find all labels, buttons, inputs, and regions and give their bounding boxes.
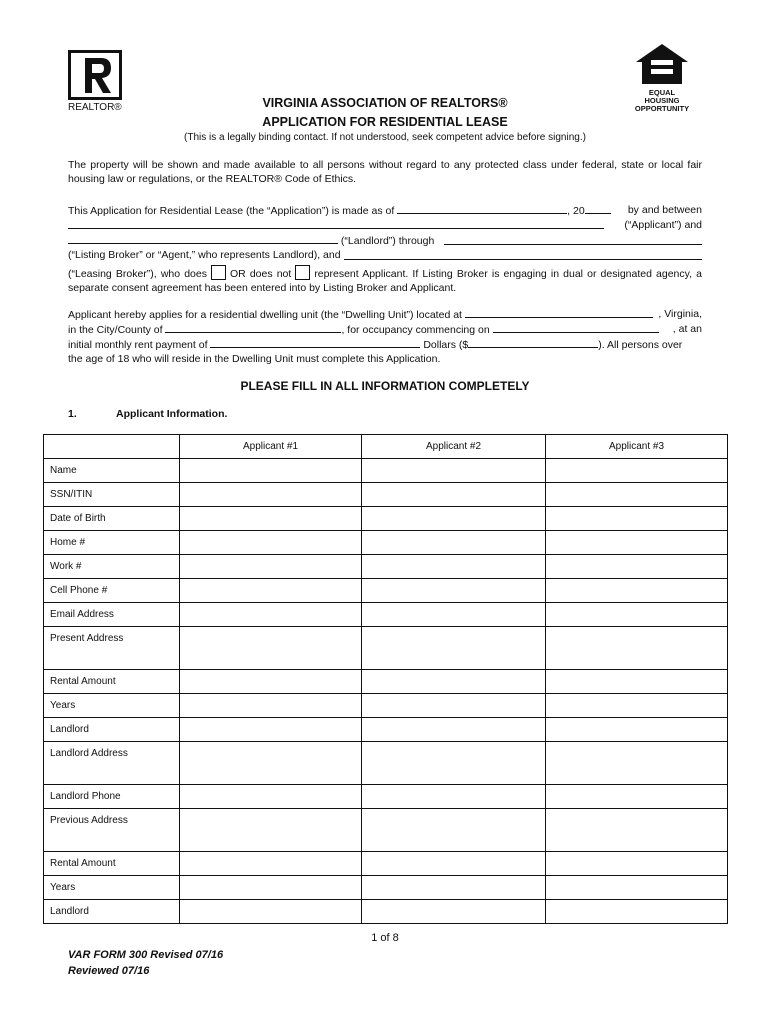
- row-label: Email Address: [44, 603, 180, 627]
- applicant-2-input-cell[interactable]: [362, 852, 546, 876]
- dwelling-text-h: ). All persons over: [598, 339, 683, 351]
- applicant-1-input-cell[interactable]: [180, 627, 362, 670]
- applicant-3-input-cell[interactable]: [546, 555, 728, 579]
- table-row: [44, 718, 728, 742]
- applicant-2-input-cell[interactable]: [362, 483, 546, 507]
- applicant-3-input-cell[interactable]: [546, 694, 728, 718]
- applicant-3-input-cell[interactable]: [546, 809, 728, 852]
- parties-text-h: OR does not: [229, 268, 292, 280]
- applicant-1-input-cell[interactable]: [180, 694, 362, 718]
- parties-text-e: (“Landlord”) through: [340, 235, 435, 247]
- section-1-title: Applicant Information.: [116, 408, 228, 420]
- eho-line1: EQUAL HOUSING: [644, 88, 680, 105]
- rent-words-field[interactable]: [210, 337, 420, 348]
- applicant-3-input-cell[interactable]: [546, 718, 728, 742]
- applicant-1-input-cell[interactable]: [180, 785, 362, 809]
- section-1-heading: [68, 408, 228, 420]
- applicant-3-input-cell[interactable]: [546, 603, 728, 627]
- header-applicant-1: Applicant #1: [180, 435, 362, 459]
- form-revision: VAR FORM 300 Revised 07/16: [68, 949, 224, 961]
- applicant-1-input-cell[interactable]: [180, 809, 362, 852]
- table-row: [44, 742, 728, 785]
- dwelling-address-field[interactable]: [465, 307, 653, 318]
- row-label: Rental Amount: [44, 670, 180, 694]
- row-label: Rental Amount: [44, 852, 180, 876]
- applicant-3-input-cell[interactable]: [546, 670, 728, 694]
- landlord-field[interactable]: [68, 233, 338, 244]
- applicant-1-input-cell[interactable]: [180, 531, 362, 555]
- applicant-1-input-cell[interactable]: [180, 670, 362, 694]
- parties-paragraph: [68, 203, 702, 295]
- realtor-r-icon: [71, 53, 119, 97]
- applicant-2-input-cell[interactable]: [362, 742, 546, 785]
- header-applicant-3: Applicant #3: [546, 435, 728, 459]
- applicant-1-input-cell[interactable]: [180, 507, 362, 531]
- row-label: Name: [44, 459, 180, 483]
- parties-text-g: (“Leasing Broker”), who does: [68, 268, 207, 280]
- realtor-logo-text: REALTOR®: [68, 102, 122, 113]
- applicant-3-input-cell[interactable]: [546, 785, 728, 809]
- table-row: [44, 900, 728, 924]
- row-label: Date of Birth: [44, 507, 180, 531]
- realtor-logo: [68, 50, 122, 100]
- applicant-1-input-cell[interactable]: [180, 459, 362, 483]
- applicant-3-input-cell[interactable]: [546, 900, 728, 924]
- table-row: [44, 603, 728, 627]
- applicant-2-input-cell[interactable]: [362, 670, 546, 694]
- listing-broker-field[interactable]: [444, 234, 702, 245]
- table-row: [44, 459, 728, 483]
- dwelling-text-e: , at an: [672, 323, 702, 335]
- row-label: Work #: [44, 555, 180, 579]
- rent-amount-field[interactable]: [468, 337, 598, 348]
- leasing-broker-field[interactable]: [344, 249, 702, 260]
- dwelling-text-b: , Virginia,: [658, 308, 702, 320]
- dwelling-paragraph: [68, 307, 702, 366]
- applicant-2-input-cell[interactable]: [362, 785, 546, 809]
- row-label: Landlord Phone: [44, 785, 180, 809]
- applicant-2-input-cell[interactable]: [362, 531, 546, 555]
- table-row: [44, 627, 728, 670]
- applicant-2-input-cell[interactable]: [362, 718, 546, 742]
- table-row: [44, 876, 728, 900]
- row-label: Landlord Address: [44, 742, 180, 785]
- dwelling-text-d: , for occupancy commencing on: [341, 324, 490, 336]
- applicant-1-input-cell[interactable]: [180, 483, 362, 507]
- dwelling-text-f: initial monthly rent payment of: [68, 339, 208, 351]
- applicant-1-input-cell[interactable]: [180, 718, 362, 742]
- parties-text-c: by and between: [627, 204, 702, 216]
- form-title-line1: VIRGINIA ASSOCIATION OF REALTORS®: [262, 96, 508, 110]
- dwelling-text-g: Dollars ($: [423, 339, 469, 351]
- applicant-2-input-cell[interactable]: [362, 603, 546, 627]
- applicant-2-input-cell[interactable]: [362, 459, 546, 483]
- applicant-1-input-cell[interactable]: [180, 555, 362, 579]
- applicant-2-input-cell[interactable]: [362, 579, 546, 603]
- year-field[interactable]: [585, 203, 611, 214]
- section-1-number: 1.: [68, 408, 77, 420]
- form-title-line2: APPLICATION FOR RESIDENTIAL LEASE: [262, 115, 508, 129]
- row-label: Cell Phone #: [44, 579, 180, 603]
- row-label: Present Address: [44, 627, 180, 670]
- applicant-1-input-cell[interactable]: [180, 852, 362, 876]
- table-row: [44, 852, 728, 876]
- applicant-3-input-cell[interactable]: [546, 531, 728, 555]
- applicant-2-input-cell[interactable]: [362, 809, 546, 852]
- row-label: SSN/ITIN: [44, 483, 180, 507]
- applicant-3-input-cell[interactable]: [546, 483, 728, 507]
- table-row: [44, 483, 728, 507]
- applicant-3-input-cell[interactable]: [546, 742, 728, 785]
- row-label: Landlord: [44, 900, 180, 924]
- table-row: [44, 531, 728, 555]
- page-number: 1 of 8: [371, 932, 399, 944]
- table-row: [44, 785, 728, 809]
- applicant-3-input-cell[interactable]: [546, 459, 728, 483]
- applicant-field[interactable]: [68, 218, 604, 229]
- applicant-3-input-cell[interactable]: [546, 876, 728, 900]
- applicant-3-input-cell[interactable]: [546, 627, 728, 670]
- row-label: Home #: [44, 531, 180, 555]
- table-header-row: [44, 435, 728, 459]
- section-heading: PLEASE FILL IN ALL INFORMATION COMPLETELY: [240, 379, 530, 393]
- header-blank-cell: [44, 435, 180, 459]
- row-label: Years: [44, 694, 180, 718]
- applicant-2-input-cell[interactable]: [362, 694, 546, 718]
- dwelling-text-a: Applicant hereby applies for a residential dwelling unit (the “Dwelling Unit”) located at: [68, 309, 462, 321]
- applicant-2-input-cell[interactable]: [362, 876, 546, 900]
- does-not-represent-checkbox[interactable]: [295, 265, 310, 280]
- parties-text-d: (“Applicant”) and: [624, 219, 702, 231]
- applicant-3-input-cell[interactable]: [546, 579, 728, 603]
- applicant-1-input-cell[interactable]: [180, 900, 362, 924]
- city-county-field[interactable]: [165, 322, 341, 333]
- applicant-3-input-cell[interactable]: [546, 852, 728, 876]
- table-row: [44, 507, 728, 531]
- parties-text-a: This Application for Residential Lease (the “Application”) is made as of: [68, 205, 395, 217]
- date-field[interactable]: [397, 203, 567, 214]
- table-row: [44, 694, 728, 718]
- occupancy-date-field[interactable]: [493, 322, 659, 333]
- row-label: Previous Address: [44, 809, 180, 852]
- eho-line2: OPPORTUNITY: [634, 104, 690, 113]
- header-applicant-2: Applicant #2: [362, 435, 546, 459]
- applicant-1-input-cell[interactable]: [180, 603, 362, 627]
- applicant-info-table: [43, 434, 728, 924]
- table-row: [44, 809, 728, 852]
- applicant-2-input-cell[interactable]: [362, 627, 546, 670]
- row-label: Landlord: [44, 718, 180, 742]
- parties-text-f: (“Listing Broker” or “Agent,” who represents Landlord), and: [68, 249, 341, 261]
- applicant-1-input-cell[interactable]: [180, 742, 362, 785]
- parties-text-b: , 20: [567, 205, 585, 217]
- nondiscrimination-paragraph: The property will be shown and made available to all persons without regard to any protected class under federal, state or local fair housing law or regulations, or the REALTOR® Code of Ethics.: [68, 159, 702, 185]
- applicant-1-input-cell[interactable]: [180, 579, 362, 603]
- applicant-2-input-cell[interactable]: [362, 507, 546, 531]
- applicant-1-input-cell[interactable]: [180, 876, 362, 900]
- applicant-3-input-cell[interactable]: [546, 507, 728, 531]
- table-row: [44, 579, 728, 603]
- dwelling-text-c: in the City/County of: [68, 324, 163, 336]
- dwelling-text-i: the age of 18 who will reside in the Dwelling Unit must complete this Application.: [68, 353, 441, 365]
- table-row: [44, 670, 728, 694]
- row-label: Years: [44, 876, 180, 900]
- form-reviewed: Reviewed 07/16: [68, 965, 150, 977]
- applicant-2-input-cell[interactable]: [362, 555, 546, 579]
- table-row: [44, 555, 728, 579]
- equal-housing-house-icon: [633, 42, 691, 86]
- form-subtitle: (This is a legally binding contact. If not understood, seek competent advice before signing.): [184, 132, 586, 143]
- does-represent-checkbox[interactable]: [211, 265, 226, 280]
- parties-text-i: represent Applicant. If Listing Broker is engaging in dual or designated agency, a separate consent agreement has been entered into by Listing Broker and Applicant.: [68, 268, 702, 294]
- applicant-2-input-cell[interactable]: [362, 900, 546, 924]
